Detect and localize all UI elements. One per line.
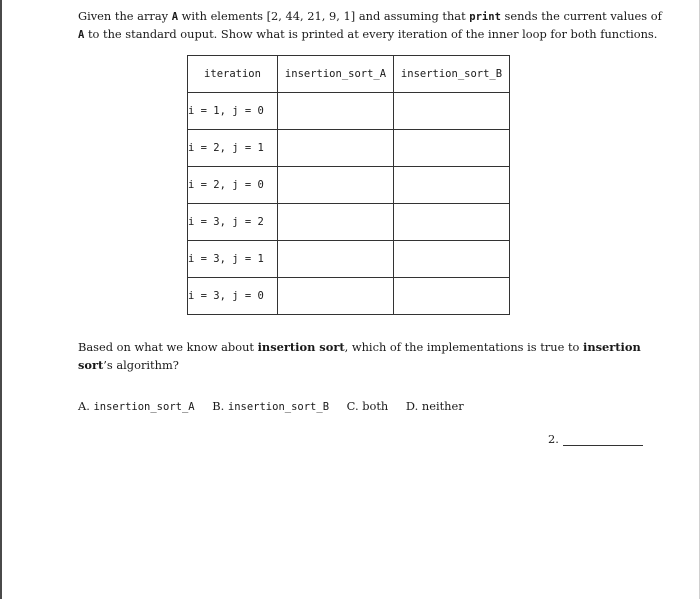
answer-cell-b[interactable] (394, 204, 510, 241)
answer-cell-b[interactable] (394, 167, 510, 204)
answer-cell-b[interactable] (394, 93, 510, 130)
iteration-cell: i = 1, j = 0 (188, 93, 278, 130)
answer-cell-a[interactable] (278, 130, 394, 167)
bold-term: insertion sort (257, 340, 345, 354)
answer-cell-a[interactable] (278, 241, 394, 278)
answer-cell-a[interactable] (278, 278, 394, 315)
table-row (188, 130, 510, 167)
option-d[interactable]: D. neither (405, 399, 464, 413)
iteration-cell: i = 3, j = 0 (188, 278, 278, 315)
header-insertion-sort-b: insertion_sort_B (394, 56, 510, 93)
problem-statement: Given the array A with elements [2, 44, 21, 9, 1] and assuming that print sends the current values of A to the standard ouput. Show what is printed at every iteration of the inner loop for both functions. (78, 9, 662, 41)
answer-cell-b[interactable] (394, 278, 510, 315)
var-a: A (171, 11, 179, 23)
iteration-cell: i = 2, j = 1 (188, 130, 278, 167)
iteration-cell: i = 3, j = 1 (188, 241, 278, 278)
table-row (188, 278, 510, 315)
question-text: Based on what we know about insertion sort, which of the implementations is true to insertion sort’s algorithm? (78, 340, 641, 372)
page-left-border (0, 0, 2, 599)
answer-options (78, 399, 478, 413)
var-a-2: A (78, 29, 85, 41)
answer-cell-a[interactable] (278, 204, 394, 241)
table-row (188, 93, 510, 130)
header-insertion-sort-a: insertion_sort_A (278, 56, 394, 93)
option-a[interactable]: A. insertion_sort_A (78, 399, 195, 413)
option-b[interactable]: B. insertion_sort_B (212, 399, 330, 413)
answer-cell-a[interactable] (278, 167, 394, 204)
table-header-row (188, 56, 510, 93)
table-row (188, 204, 510, 241)
print-keyword: print (469, 11, 501, 23)
iteration-table (187, 55, 510, 315)
question-number: 2. (548, 432, 559, 446)
answer-cell-a[interactable] (278, 93, 394, 130)
table-row (188, 241, 510, 278)
bold-term: insertion sort (78, 340, 641, 372)
answer-line[interactable] (563, 434, 643, 446)
answer-blank (548, 432, 643, 446)
header-iteration: iteration (188, 56, 278, 93)
table-row (188, 167, 510, 204)
answer-cell-b[interactable] (394, 130, 510, 167)
iteration-cell: i = 3, j = 2 (188, 204, 278, 241)
answer-cell-b[interactable] (394, 241, 510, 278)
iteration-cell: i = 2, j = 0 (188, 167, 278, 204)
option-c[interactable]: C. both (346, 399, 389, 413)
